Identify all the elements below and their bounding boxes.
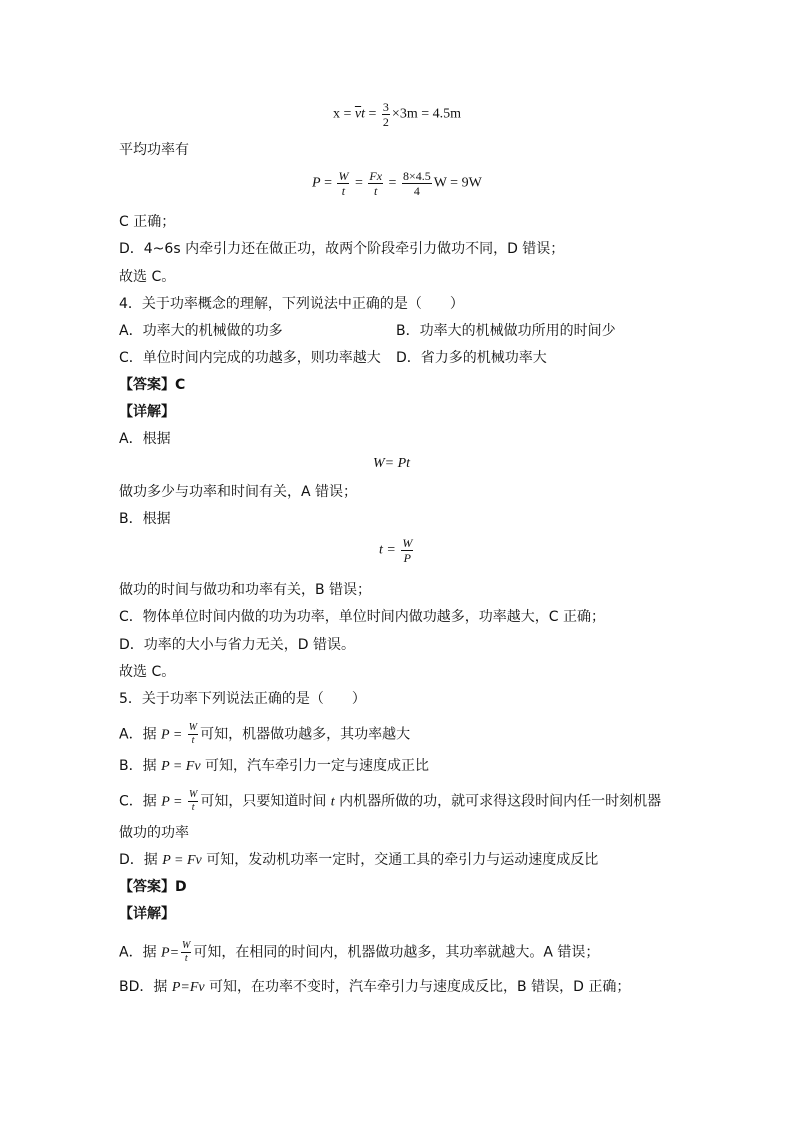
q5-option-a: A．据 P = $\frac{W}{t}$ 可知，机器做功越多，其功率越大 bbox=[119, 722, 411, 746]
fraction-w-t: $\frac{W}{t}$ bbox=[182, 940, 191, 964]
q5-option-d: D．据 P = Fv 可知，发动机功率一定时，交通工具的牵引力与运动速度成反比 bbox=[119, 852, 599, 868]
equation-t-w-p: t = $\frac{W}{P}$ bbox=[379, 536, 413, 565]
equation-displacement bbox=[333, 101, 461, 128]
eq-equals: = bbox=[365, 106, 380, 122]
eq-lhs: x = bbox=[333, 106, 355, 122]
fraction-3-2: $\frac{3}{2}$ bbox=[382, 100, 389, 129]
q5-option-c: C．据 P = $\frac{W}{t}$ 可知，只要知道时间 t 内机器所做的功，就可求得这段时间内任一时刻机器 bbox=[119, 789, 662, 813]
q4-option-d: D．省力多的机械功率大 bbox=[396, 350, 547, 366]
question-5-stem: 5．关于功率下列说法正确的是（ ） bbox=[119, 691, 366, 707]
eq-rest: ×3m = 4.5m bbox=[391, 106, 461, 122]
q5-bd-explanation: BD．据 P=Fv 可知，在功率不变时，汽车牵引力与速度成反比，B 错误，D 正确； bbox=[119, 979, 631, 995]
q4-option-a: A．功率大的机械做的功多 bbox=[119, 323, 283, 339]
q4-a-reason: 做功多少与功率和时间有关，A 错误； bbox=[119, 484, 358, 500]
q4-answer: 【答案】C bbox=[119, 377, 186, 393]
q5-option-c-continued: 做功的功率 bbox=[119, 825, 189, 841]
fraction-36-4: $\frac{8\times 4.5}{4}$ bbox=[402, 169, 431, 198]
q4-d-reason: D．功率的大小与省力无关，D 错误。 bbox=[119, 637, 356, 653]
text-average-power: 平均功率有 bbox=[119, 142, 189, 158]
fraction-w-t: $\frac{W}{t}$ bbox=[188, 722, 198, 746]
q5-answer: 【答案】D bbox=[119, 879, 187, 895]
eq-v-bar: $\overline{v}$ bbox=[354, 106, 362, 122]
question-4-stem: 4．关于功率概念的理解，下列说法中正确的是（ ） bbox=[119, 296, 464, 312]
q4-c-reason: C．物体单位时间内做的功为功率，单位时间内做功越多，功率越大，C 正确； bbox=[119, 609, 605, 625]
fraction-fx-t: $\frac{Fx}{t}$ bbox=[369, 169, 383, 198]
q5-option-b: B．据 P = Fv 可知，汽车牵引力一定与速度成正比 bbox=[119, 758, 430, 774]
fraction-w-p: $\frac{W}{P}$ bbox=[402, 536, 413, 565]
q4-a-according: A．根据 bbox=[119, 431, 171, 447]
text-d-wrong: D．4~6s 内牵引力还在做正功，故两个阶段牵引力做功不同，D 错误； bbox=[119, 241, 565, 257]
text-choose-c: 故选 C。 bbox=[119, 269, 176, 285]
eq-t: t bbox=[361, 106, 366, 122]
q4-b-according: B．根据 bbox=[119, 511, 171, 527]
q4-option-c: C．单位时间内完成的功越多，则功率越大 bbox=[119, 350, 381, 366]
q4-detail-heading: 【详解】 bbox=[119, 404, 175, 420]
q4-choose: 故选 C。 bbox=[119, 664, 176, 680]
q4-b-reason: 做功的时间与做功和功率有关，B 错误； bbox=[119, 582, 372, 598]
fraction-w-t: $\frac{W}{t}$ bbox=[338, 169, 349, 198]
fraction-w-t: $\frac{W}{t}$ bbox=[188, 789, 198, 813]
text-c-correct: C 正确； bbox=[119, 214, 176, 230]
equation-power: P = $\frac{W}{t}$ = $\frac{Fx}{t}$ = $\frac{8\times 4.5}{4}$ W = 9W bbox=[312, 169, 482, 198]
q4-option-b: B．功率大的机械做功所用的时间少 bbox=[396, 323, 616, 339]
equation-w-pt: W= Pt bbox=[373, 456, 411, 471]
q5-detail-heading: 【详解】 bbox=[119, 906, 175, 922]
q5-a-explanation: A．据 P= $\frac{W}{t}$ 可知，在相同的时间内，机器做功越多，其功率就越大。A 错误； bbox=[119, 940, 600, 964]
